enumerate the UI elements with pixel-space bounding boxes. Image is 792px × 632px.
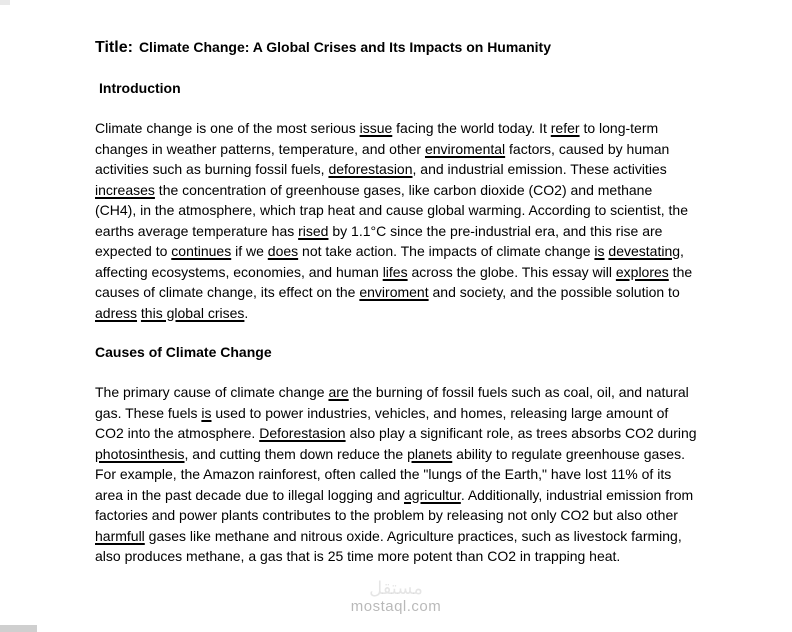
text-run: not take action. The impacts of climate change xyxy=(298,243,595,259)
text-run: , affecting ecosystems, economies, and human xyxy=(95,243,684,280)
error-term: continues xyxy=(171,243,232,259)
text-run: gases like methane and nitrous oxide. Agriculture practices, such as livestock farming, also produces methane, a gas that is 25 time more potent than CO2 in trapping heat. xyxy=(95,527,682,564)
paragraph xyxy=(95,382,697,567)
error-term: harmfull xyxy=(95,527,145,544)
error-term: rised xyxy=(298,222,329,239)
error-term: enviroment xyxy=(359,284,429,300)
text-run: , and industrial emission. These activities xyxy=(412,161,667,177)
error-term: Deforestasion xyxy=(259,425,346,441)
error-term: does xyxy=(267,243,299,259)
text-run: Climate change is one of the most serious xyxy=(95,120,360,136)
error-term: devestating xyxy=(608,243,681,259)
text-run: to long-term changes in weather patterns, temperature, and other xyxy=(95,120,659,157)
title-text: Climate Change: A Global Crises and Its Impacts on Humanity xyxy=(138,39,551,55)
error-term: adress xyxy=(95,304,138,321)
top-left-corner xyxy=(0,0,10,5)
error-term: refer xyxy=(550,120,580,136)
error-term: is xyxy=(201,404,212,421)
error-term: agricultur xyxy=(404,486,461,503)
text-run: also play a significant role, as trees absorbs CO2 during xyxy=(345,425,697,441)
error-term: deforestasion xyxy=(328,161,413,177)
text-run: factors, caused by human activities such as burning fossil fuels, xyxy=(95,140,670,177)
error-term: increases xyxy=(95,181,155,198)
paragraph xyxy=(95,118,697,323)
text-run: . Additionally, industrial emission from factories and power plants contributes to the problem by releasing not only CO2 but also other xyxy=(95,486,694,523)
text-run: , and cutting them down reduce the xyxy=(184,445,408,462)
text-run: ability to regulate greenhouse gases. For example, the Amazon rainforest, often called the "lungs of the Earth," have lost 11% of its area in the past decade due to illegal logging and xyxy=(95,445,685,503)
bottom-left-corner xyxy=(0,625,37,632)
text-run: facing the world today. It xyxy=(392,120,551,136)
section-heading: Introduction xyxy=(99,80,181,96)
error-term: are xyxy=(328,384,349,400)
watermark-site: mostaql.com xyxy=(350,598,442,615)
text-run: across the globe. This essay will xyxy=(407,263,616,280)
document-title xyxy=(95,38,697,57)
document-page xyxy=(95,38,697,588)
text-run: . xyxy=(244,304,249,321)
error-term: enviromental xyxy=(424,140,506,157)
text-run: the burning of fossil fuels such as coal, oil, and natural gas. These fuels xyxy=(95,384,689,421)
section-heading: Causes of Climate Change xyxy=(95,344,272,360)
title-label: Title: xyxy=(95,39,133,56)
text-run: if we xyxy=(231,243,268,259)
text-run: The primary cause of climate change xyxy=(95,384,329,400)
error-term: planets xyxy=(407,445,453,462)
error-term: issue xyxy=(359,120,393,136)
document-body xyxy=(95,80,697,567)
error-term: lifes xyxy=(382,263,408,280)
error-term: is xyxy=(594,243,605,259)
text-run: and society, and the possible solution to xyxy=(428,284,680,300)
error-term: this global crises xyxy=(140,304,245,321)
text-run: used to power industries, vehicles, and homes, releasing large amount of CO2 into the atmosphere. xyxy=(95,404,669,441)
error-term: photosinthesis xyxy=(95,445,185,462)
error-term: explores xyxy=(615,263,669,280)
watermark-logo: مستقل xyxy=(369,578,423,598)
text-run: by 1.1°C since the pre-industrial era, and this rise are expected to xyxy=(95,222,663,259)
text-run: the causes of climate change, its effect on the xyxy=(95,263,693,300)
text-run: the concentration of greenhouse gases, like carbon dioxide (CO2) and methane (CH4), in the atmosphere, which trap heat and cause global warming. According to scientist, the earths average temperature has xyxy=(95,181,688,239)
